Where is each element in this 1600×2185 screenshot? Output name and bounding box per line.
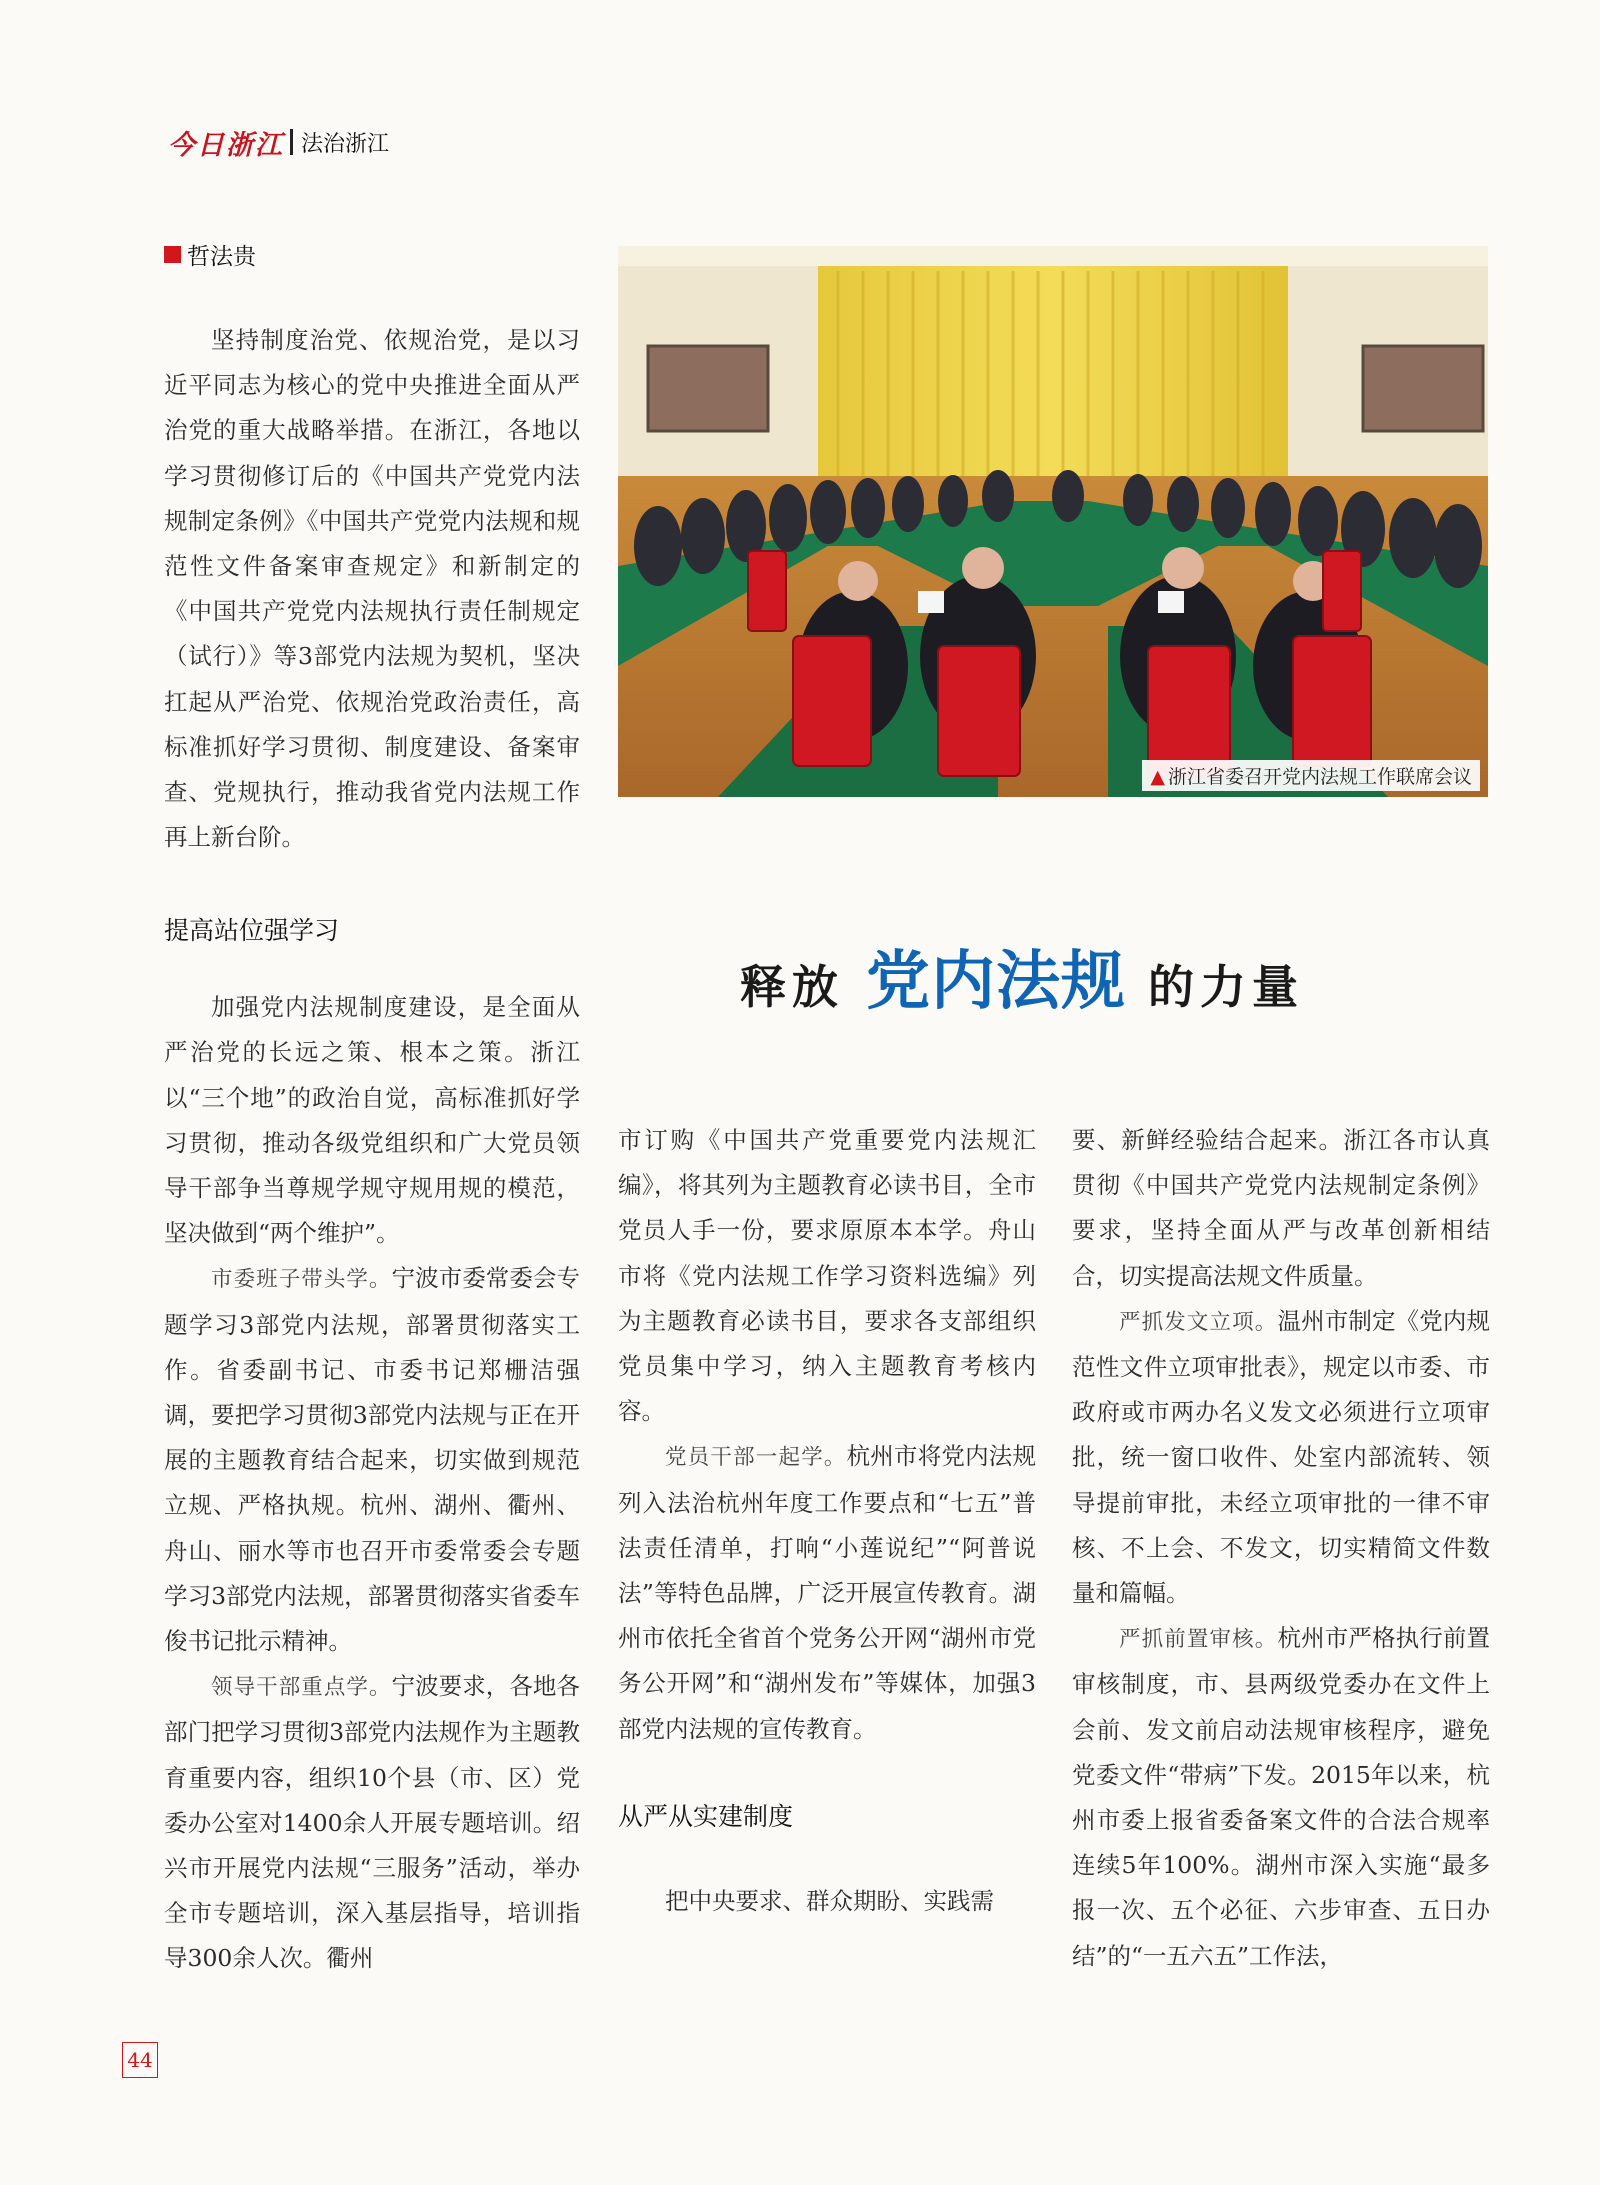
page-number: 44 <box>122 2042 158 2078</box>
section-heading-institution: 从严从实建制度 <box>618 1801 794 1831</box>
photo-caption: ▲ 浙江省委召开党内法规工作联席会议 <box>1142 760 1480 791</box>
keyword-lead: 领导干部重点学。 <box>211 1675 392 1701</box>
paragraph: 加强党内法规制度建设，是全面从严治党的长远之策、根本之策。浙江以“三个地”的政治自觉，高标准抓好学习贯彻，推动各级党组织和广大党员领导干部争当尊规学规守规用规的模范，坚决做到“两个维护”。 <box>164 993 580 1248</box>
keyword-lead: 严抓发文立项。 <box>1119 1309 1278 1335</box>
paragraph: 严抓发文立项。温州市制定《党内规范性文件立项审批表》，规定以市委、市政府或市两办名义发文必须进行立项审批，统一窗口收件、处室内部流转、领导提前审批，未经立项审批的一律不审核、不上会、不发文，切实精简文件数量和篇幅。 <box>1072 1306 1490 1608</box>
header-divider <box>290 129 293 155</box>
magazine-logo: 今日浙江 <box>168 129 284 161</box>
paragraph: 严抓前置审核。杭州市严格执行前置审核制度，市、县两级党委办在文件上会前、发文前启动法规审核程序，避免党委文件“带病”下发。2015年以来，杭州市委上报省委备案文件的合法合规率连续5年100%。湖州市深入实施“最多报一次、五个必征、六步审查、五日办结”的“一五六五”工作法， <box>1072 1624 1490 1970</box>
meeting-photo-image <box>618 246 1488 797</box>
paragraph: 把中央要求、群众期盼、实践需 <box>665 1887 994 1916</box>
keyword-lead: 党员干部一起学。 <box>665 1445 847 1471</box>
intro-paragraph: 坚持制度治党、依规治党，是以习近平同志为核心的党中央推进全面从严治党的重大战略举措。在浙江，各地以学习贯彻修订后的《中国共产党党内法规制定条例》《中国共产党党内法规和规范性文件备案审查规定》和新制定的《中国共产党党内法规执行责任制规定（试行）》等3部党内法规为契机，坚决扛起从严治党、依规治党政治责任，高标准抓好学习贯彻、制度建设、备案审查、党规执行，推动我省党内法规工作再上新台阶。 <box>164 326 580 852</box>
keyword-lead: 市委班子带头学。 <box>211 1267 392 1293</box>
middle-column <box>618 1118 1036 1924</box>
left-column <box>164 908 580 1982</box>
author-name: 哲法贵 <box>187 244 256 270</box>
meeting-photo <box>618 246 1488 797</box>
section-heading-study: 提高站位强学习 <box>164 916 340 945</box>
page-header <box>168 122 389 162</box>
paragraph: 要、新鲜经验结合起来。浙江各市认真贯彻《中国共产党党内法规制定条例》要求，坚持全面从严与改革创新相结合，切实提高法规文件质量。 <box>1072 1126 1490 1290</box>
section-name: 法治浙江 <box>301 131 390 157</box>
right-column <box>1072 1118 1490 1979</box>
byline <box>164 238 256 271</box>
paragraph: 领导干部重点学。宁波要求，各地各部门把学习贯彻3部党内法规作为主题教育重要内容，组织10个县（市、区）党委办公室对1400余人开展专题培训。绍兴市开展党内法规“三服务”活动，举办全市专题培训，深入基层指导，培训指导300余人次。衢州 <box>164 1672 580 1973</box>
keyword-lead: 严抓前置审核。 <box>1119 1627 1278 1653</box>
title-before: 释放 <box>740 960 844 1014</box>
title-highlight: 党内法规 <box>866 945 1126 1019</box>
triangle-icon: ▲ <box>1150 766 1165 788</box>
paragraph: 市委班子带头学。宁波市委常委会专题学习3部党内法规，部署贯彻落实工作。省委副书记、市委书记郑栅洁强调，要把学习贯彻3部党内法规与正在开展的主题教育结合起来，切实做到规范立规、严格执规。杭州、湖州、衢州、舟山、丽水等市也召开市委常委会专题学习3部党内法规，部署贯彻落实省委车俊书记批示精神。 <box>164 1264 580 1656</box>
title-after: 的力量 <box>1148 960 1304 1014</box>
paragraph: 党员干部一起学。杭州市将党内法规列入法治杭州年度工作要点和“七五”普法责任清单，打响“小莲说纪”“阿普说法”等特色品牌，广泛开展宣传教育。湖州市依托全省首个党务公开网“湖州市党务公开网”和“湖州发布”等媒体，加强3部党内法规的宣传教育。 <box>618 1442 1036 1743</box>
red-square-icon <box>164 246 181 263</box>
paragraph: 市订购《中国共产党重要党内法规汇编》，将其列为主题教育必读书目，全市党员人手一份，要求原原本本学。舟山市将《党内法规工作学习资料选编》列为主题教育必读书目，要求各支部组织党员集中学习，纳入主题教育考核内容。 <box>618 1126 1036 1426</box>
intro-column <box>164 318 580 860</box>
article-title <box>740 930 1304 1020</box>
